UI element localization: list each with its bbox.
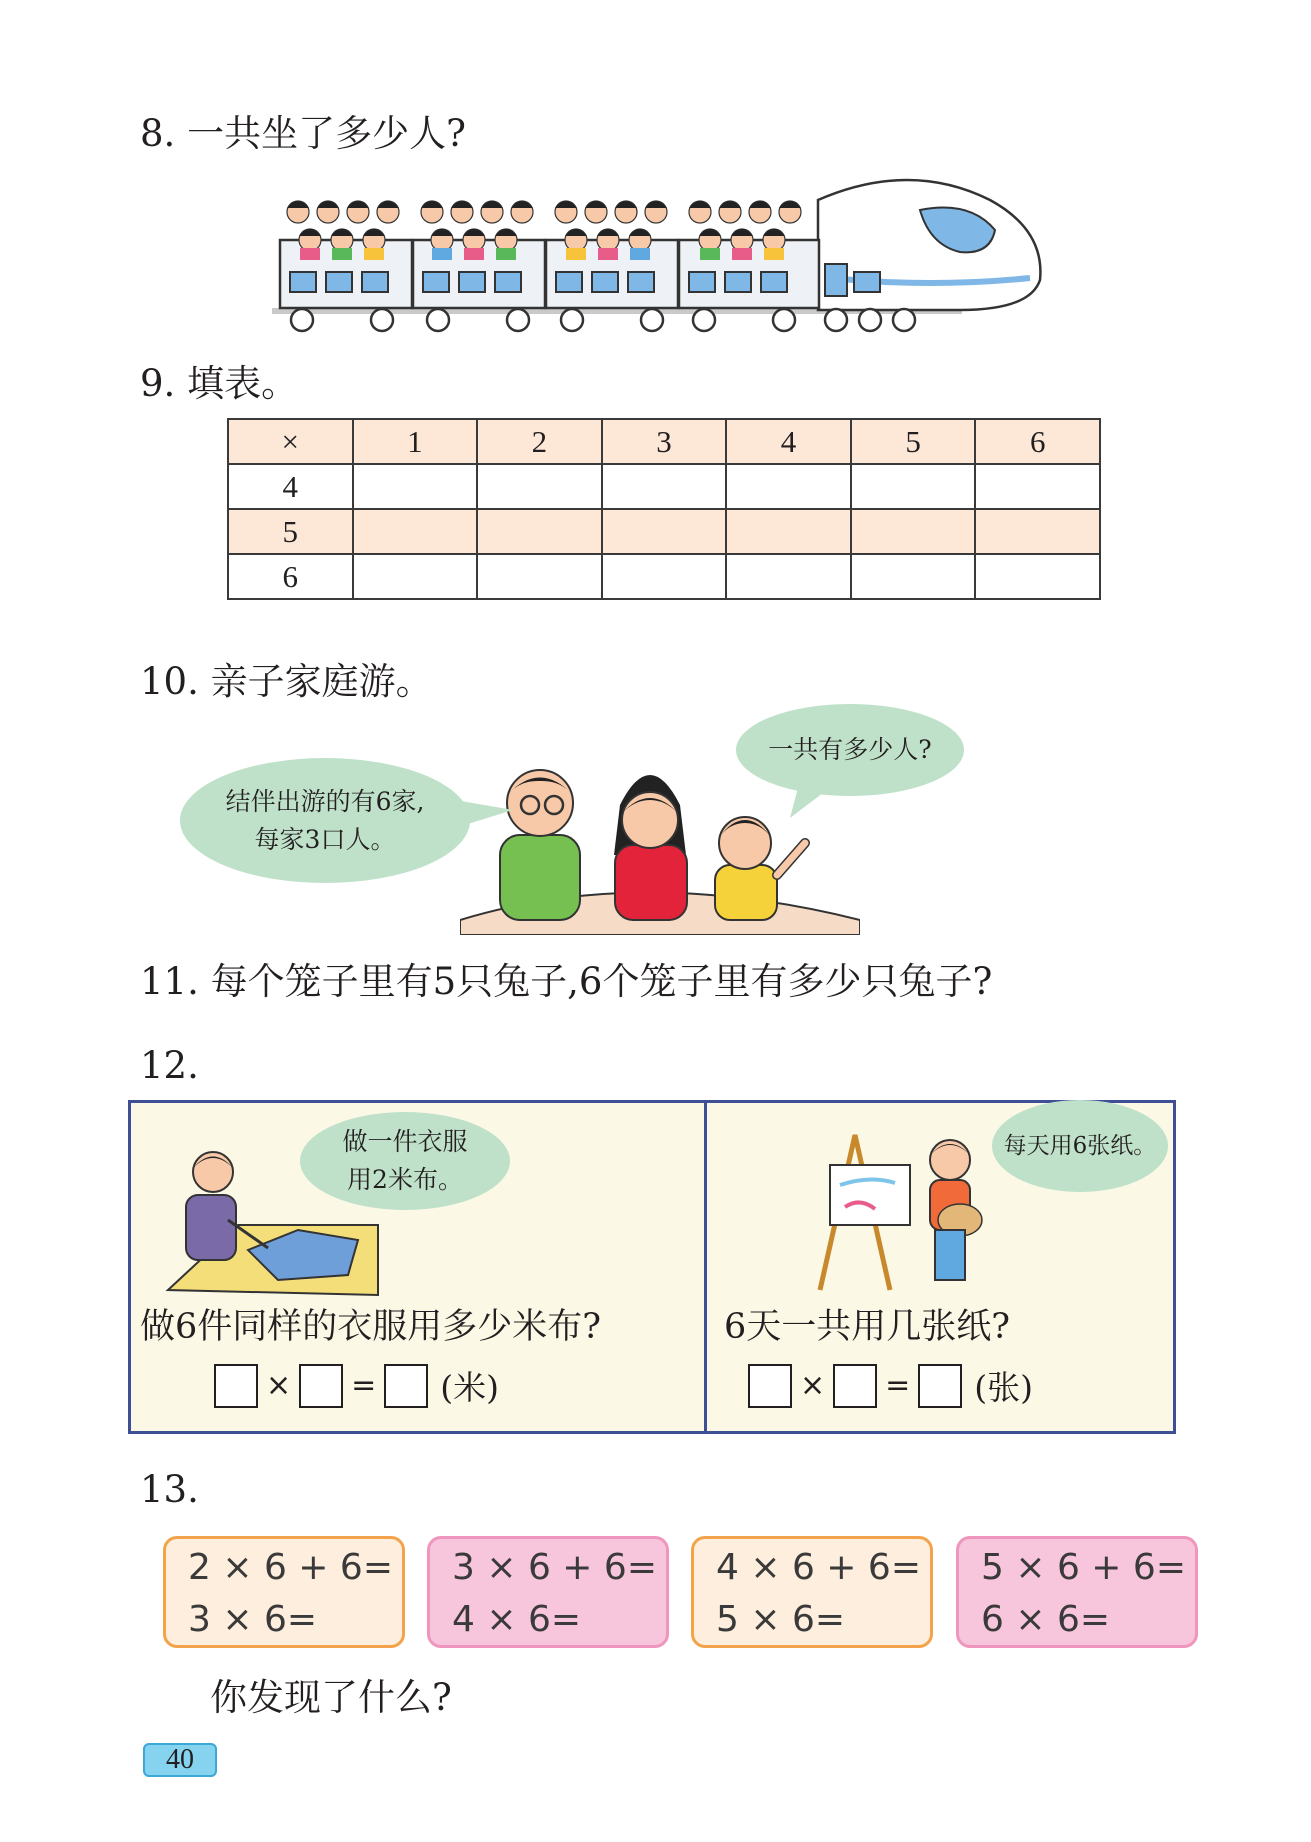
answer-cell[interactable] xyxy=(851,464,976,509)
expression-line: 5 × 6 + 6= xyxy=(981,1547,1186,1588)
table-row-label: 4 xyxy=(228,464,353,509)
q12-right-answer-row xyxy=(748,1362,1033,1409)
unit-label: (米) xyxy=(440,1368,500,1407)
q9-title: 9. 填表。 xyxy=(140,362,299,405)
answer-cell[interactable] xyxy=(726,464,851,509)
expression-card xyxy=(691,1536,933,1648)
answer-cell[interactable] xyxy=(975,509,1100,554)
painter-illustration xyxy=(800,1125,1000,1295)
multiplication-table xyxy=(227,418,1101,600)
answer-cell[interactable] xyxy=(477,464,602,509)
q10-title: 10. 亲子家庭游。 xyxy=(140,660,433,703)
bubble-text-line: 做一件衣服 xyxy=(342,1127,468,1156)
table-row xyxy=(228,554,1100,599)
q11-title: 11. 每个笼子里有5只兔子,6个笼子里有多少只兔子? xyxy=(140,960,993,1003)
expression-line: 2 × 6 + 6= xyxy=(188,1547,393,1588)
table-row xyxy=(228,464,1100,509)
table-header-cell: 4 xyxy=(726,419,851,464)
table-header-cell: 5 xyxy=(851,419,976,464)
expression-line: 4 × 6= xyxy=(452,1599,582,1640)
answer-cell[interactable] xyxy=(602,509,727,554)
bubble-text-line: 一共有多少人? xyxy=(768,735,932,764)
answer-cell[interactable] xyxy=(602,464,727,509)
speech-bubble-painter xyxy=(992,1100,1168,1192)
answer-cell[interactable] xyxy=(726,509,851,554)
answer-box[interactable] xyxy=(384,1364,428,1408)
equals-sign: = xyxy=(885,1368,911,1403)
times-sign: × xyxy=(266,1368,292,1403)
answer-cell[interactable] xyxy=(851,554,976,599)
answer-cell[interactable] xyxy=(353,509,478,554)
answer-cell[interactable] xyxy=(602,554,727,599)
q12-right-question: 6天一共用几张纸? xyxy=(724,1307,1011,1347)
expression-line: 6 × 6= xyxy=(981,1599,1111,1640)
q12-left-answer-row xyxy=(214,1362,499,1409)
bubble-text-line: 每天用6张纸。 xyxy=(1003,1133,1157,1159)
expression-line: 3 × 6 + 6= xyxy=(452,1547,657,1588)
answer-cell[interactable] xyxy=(975,554,1100,599)
answer-cell[interactable] xyxy=(477,554,602,599)
table-header-cell: 3 xyxy=(602,419,727,464)
equals-sign: = xyxy=(351,1368,377,1403)
answer-cell[interactable] xyxy=(353,464,478,509)
q12-left-question: 做6件同样的衣服用多少米布? xyxy=(140,1307,602,1347)
answer-cell[interactable] xyxy=(726,554,851,599)
expression-line: 4 × 6 + 6= xyxy=(716,1547,921,1588)
answer-box[interactable] xyxy=(833,1364,877,1408)
answer-cell[interactable] xyxy=(477,509,602,554)
answer-box[interactable] xyxy=(748,1364,792,1408)
table-header-cell: 1 xyxy=(353,419,478,464)
answer-cell[interactable] xyxy=(975,464,1100,509)
expression-card xyxy=(163,1536,405,1648)
bubble-text-line: 结伴出游的有6家, xyxy=(225,786,425,816)
expression-line: 5 × 6= xyxy=(716,1599,846,1640)
answer-cell[interactable] xyxy=(851,509,976,554)
table-row-label: 6 xyxy=(228,554,353,599)
speech-bubble-boy xyxy=(736,704,964,796)
table-row xyxy=(228,509,1100,554)
answer-box[interactable] xyxy=(214,1364,258,1408)
expression-line: 3 × 6= xyxy=(188,1599,318,1640)
bubble-text-line: 每家3口人。 xyxy=(254,824,396,854)
q13-prompt: 你发现了什么? xyxy=(210,1676,452,1719)
q12-title: 12. xyxy=(140,1044,199,1087)
bubble-text-line: 用2米布。 xyxy=(347,1165,463,1194)
table-header-cell: 2 xyxy=(477,419,602,464)
answer-box[interactable] xyxy=(918,1364,962,1408)
answer-cell[interactable] xyxy=(353,554,478,599)
unit-label: (张) xyxy=(974,1368,1034,1407)
table-header-cell: × xyxy=(228,419,353,464)
table-header-row xyxy=(228,419,1100,464)
speech-bubble-dad xyxy=(180,758,470,883)
speech-bubble-tailor xyxy=(300,1112,510,1210)
times-sign: × xyxy=(800,1368,826,1403)
page-number: 40 xyxy=(143,1743,217,1777)
panel-divider xyxy=(704,1100,707,1434)
q8-title: 8. 一共坐了多少人? xyxy=(140,112,466,155)
expression-card xyxy=(427,1536,669,1648)
bubble-tail xyxy=(790,780,850,820)
q13-title: 13. xyxy=(140,1468,199,1511)
answer-box[interactable] xyxy=(299,1364,343,1408)
table-header-cell: 6 xyxy=(975,419,1100,464)
table-row-label: 5 xyxy=(228,509,353,554)
expression-card xyxy=(956,1536,1198,1648)
bullet-train-illustration xyxy=(270,160,1060,340)
bubble-tail xyxy=(455,800,515,830)
